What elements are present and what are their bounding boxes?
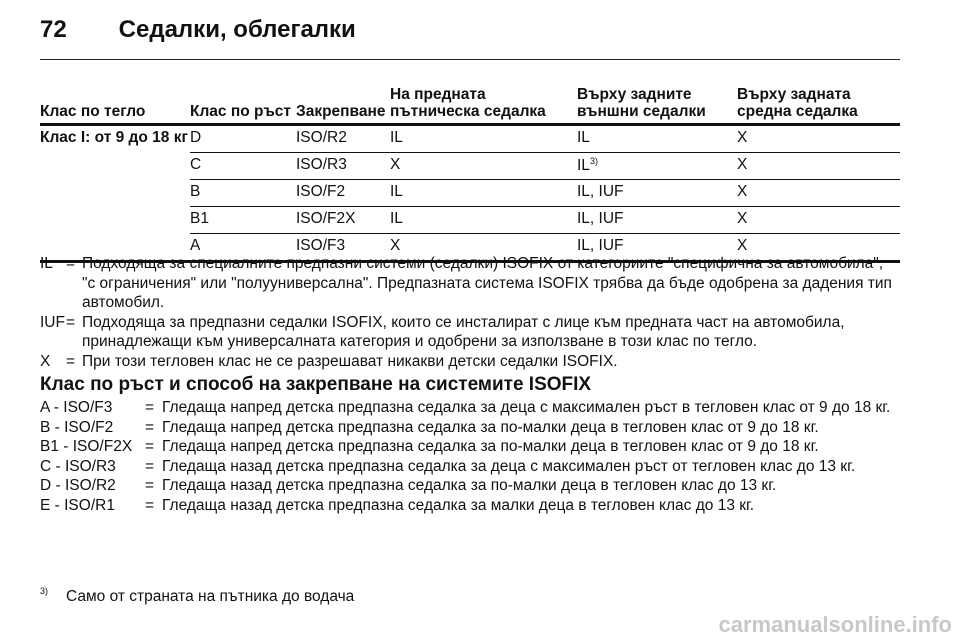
- weight-group-empty: [40, 180, 190, 207]
- header-size-class: Клас по ръст: [190, 86, 296, 125]
- legend-item: [40, 352, 900, 372]
- header-fixture: Закрепване: [296, 86, 390, 125]
- cell-middle: X: [737, 180, 900, 207]
- list-item: [40, 398, 900, 418]
- table-row: [40, 125, 900, 153]
- weight-group-empty: [40, 153, 190, 180]
- legend-key: IL: [40, 255, 53, 272]
- cell-outer-text: IL: [577, 129, 590, 146]
- cell-front: X: [390, 153, 577, 180]
- size-class-key: E - ISO/R1: [40, 496, 115, 514]
- list-item: [40, 476, 900, 496]
- cell-front: IL: [390, 207, 577, 234]
- cell-size: D: [190, 125, 296, 153]
- list-item: [40, 418, 900, 438]
- size-class-key: D - ISO/R2: [40, 477, 116, 494]
- list-item: [40, 496, 900, 516]
- page-number: 72: [40, 16, 67, 43]
- header-rear-outer: Върху задните външни седалки: [577, 86, 737, 125]
- size-class-text: Гледаща назад детска предпазна седалка за по-малки деца в тегловен клас до 13 кг.: [162, 477, 777, 494]
- cell-fixture: ISO/F2X: [296, 207, 390, 234]
- cell-fixture: ISO/F3: [296, 234, 390, 262]
- weight-group-empty: [40, 207, 190, 234]
- cell-outer-text: IL, IUF: [577, 210, 624, 227]
- footnote-mark: 3): [40, 586, 49, 596]
- legend-key: X: [40, 352, 51, 370]
- cell-fixture: ISO/R2: [296, 125, 390, 153]
- watermark: carmanualsonline.info: [718, 612, 952, 637]
- cell-outer: [577, 180, 737, 207]
- header-rear-middle: Върху задната средна седалка: [737, 86, 900, 125]
- list-item: [40, 457, 900, 477]
- size-class-sep: =: [145, 399, 155, 416]
- size-class-text: Гледаща назад детска предпазна седалка за деца с максимален ръст от тегловен клас до 13 кг.: [162, 457, 856, 475]
- cell-outer: [577, 125, 737, 153]
- legend: [40, 254, 900, 371]
- cell-middle: X: [737, 125, 900, 153]
- legend-sep: =: [66, 352, 76, 370]
- legend-text: При този тегловен клас не се разрешават никакви детски седалки ISOFIX.: [82, 352, 618, 370]
- section-title: Клас по ръст и способ на закрепване на системите ISOFIX: [40, 374, 592, 395]
- cell-fixture: ISO/F2: [296, 180, 390, 207]
- cell-outer-text: IL: [577, 157, 590, 175]
- size-class-sep: =: [145, 438, 155, 455]
- size-class-sep: =: [145, 477, 155, 494]
- cell-outer-text: IL, IUF: [577, 183, 624, 200]
- size-class-sep: =: [145, 457, 155, 475]
- header-divider: [40, 59, 900, 60]
- cell-front: IL: [390, 180, 577, 207]
- cell-size: C: [190, 153, 296, 180]
- size-class-list: [40, 398, 900, 515]
- cell-outer: [577, 153, 737, 180]
- cell-outer: [577, 207, 737, 234]
- page-title: Седалки, облегалки: [118, 16, 356, 43]
- table-row: [40, 207, 900, 234]
- cell-size: B: [190, 180, 296, 207]
- cell-middle: X: [737, 153, 900, 180]
- cell-front: X: [390, 234, 577, 262]
- cell-middle: X: [737, 234, 900, 262]
- size-class-key: B1 - ISO/F2X: [40, 438, 133, 455]
- cell-middle: X: [737, 207, 900, 234]
- size-class-key: C - ISO/R3: [40, 457, 116, 475]
- size-class-text: Гледаща напред детска предпазна седалка за по-малки деца в тегловен клас от 9 до 18 кг.: [162, 418, 819, 436]
- legend-sep: =: [66, 255, 76, 272]
- footnote-text: Само от страната на пътника до водача: [66, 588, 355, 605]
- table-row: [40, 180, 900, 207]
- isofix-table: [40, 86, 900, 263]
- size-class-key: B - ISO/F2: [40, 418, 114, 436]
- footnote: [40, 588, 354, 606]
- list-item: [40, 437, 900, 457]
- weight-group-label: Клас I: от 9 до 18 кг: [40, 129, 188, 146]
- legend-key: IUF: [40, 313, 65, 331]
- table-row: [40, 153, 900, 180]
- size-class-key: A - ISO/F3: [40, 399, 113, 416]
- size-class-text: Гледаща напред детска предпазна седалка за деца с максимален ръст в тегловен клас от 9 до 18 кг.: [162, 399, 891, 416]
- size-class-text: Гледаща напред детска предпазна седалка за по-малки деца в тегловен клас от 9 до 18 кг.: [162, 438, 819, 455]
- legend-text: Подходяща за предпазни седалки ISOFIX, които се инсталират с лице към предната част на автомобила, принадлежащи към универсалната категория и одобрени за използване в този клас по тегло.: [82, 313, 845, 350]
- size-class-sep: =: [145, 418, 155, 436]
- cell-fixture: ISO/R3: [296, 153, 390, 180]
- legend-sep: =: [66, 313, 76, 331]
- size-class-sep: =: [145, 496, 155, 514]
- cell-size: A: [190, 234, 296, 262]
- legend-item: [40, 254, 900, 313]
- legend-item: [40, 313, 900, 352]
- cell-size: B1: [190, 207, 296, 234]
- cell-front: IL: [390, 125, 577, 153]
- table-header-row: [40, 86, 900, 125]
- footnote-ref: 3): [589, 156, 598, 166]
- legend-text: Подходяща за специалните предпазни системи (седалки) ISOFIX от категориите "специфична за автомобила", "с ограничения" или "полууниверсална". Предпазната система ISOFIX трябва да бъде одобрена за дадения тип автомобил.: [82, 255, 892, 311]
- cell-outer-text: IL, IUF: [577, 237, 624, 254]
- size-class-text: Гледаща назад детска предпазна седалка за малки деца в тегловен клас до 13 кг.: [162, 496, 755, 514]
- header-weight-class: Клас по тегло: [40, 86, 190, 125]
- header-front-seat: На предната пътническа седалка: [390, 86, 577, 125]
- page-header: [40, 16, 356, 44]
